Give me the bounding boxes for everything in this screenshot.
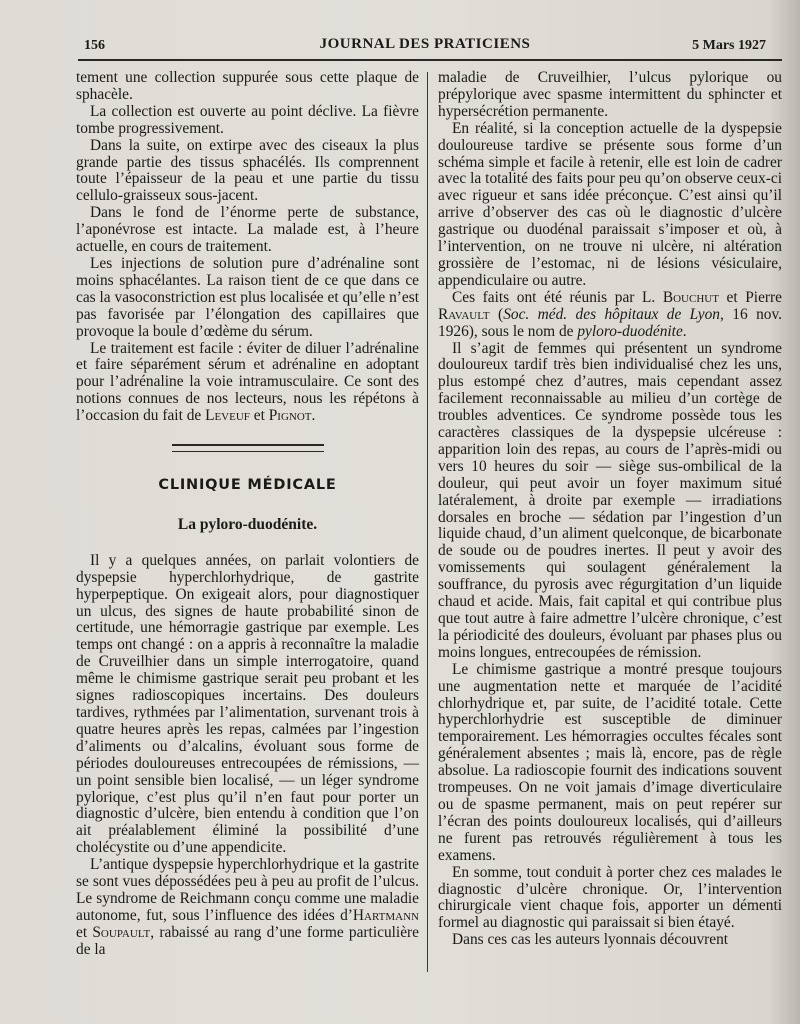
author-name: Leveuf <box>205 407 250 425</box>
issue-date: 5 Mars 1927 <box>692 38 766 53</box>
paragraph: Dans le fond de l’énorme perte de substance, l’aponévrose est intacte. La malade est, à l’heure actuelle, en cours de traitement. <box>76 204 419 256</box>
paragraph <box>76 341 419 426</box>
left-column <box>76 70 419 959</box>
page-header <box>84 36 766 56</box>
punctuation: ( <box>489 305 504 323</box>
paragraph: Le chimisme gastrique a montré presque toujours une augmentation nette et marquée de l’acidité chlorhydrique et, par suite, de l’acidité totale. Cette hyperchlorhydrie est susceptible de diminuer temporairement. Les hémorragies occultes fécales sont généralement absentes ; mais là, encore, pas de règle absolue. La radioscopie fournit des indications souvent trompeuses. On ne voit jamais d’image diverticulaire ou de spasme permanent, mais on peut repérer sur l’écran des points douloureux localisés, qui d’ailleurs ne furent pas retrouvés régulièrement à tous les examens. <box>438 660 782 864</box>
paragraph: Les injections de solution pure d’adrénaline sont moins sphacélantes. La raison tient de ce que dans ce cas la vasoconstriction est plus localisée et qu’elle n’est pas favorisée par l’élongation des capillaires que provoque la boule d’œdème du sérum. <box>76 254 419 340</box>
author-name: Soupault <box>92 923 151 941</box>
disease-name: pyloro-duodénite <box>577 322 683 340</box>
paragraph: En réalité, si la conception actuelle de la dyspepsie douloureuse tardive se présente sous forme d’un schéma simple et facile à retenir, elle est loin de cadrer avec la totalité des faits pour peu qu’on observe ceux-ci avec rigueur et sans idée préconçue. C’est ainsi qu’il arrive d’observer des cas où le diagnostic d’ulcère gastrique ou duodénal paraissait s’imposer et où, à l’intervention, on ne trouve ni ulcère, ni altération grossière de l’estomac, ni de lésions vésiculaire, appendiculaire ou autre. <box>438 119 782 289</box>
author-name: Hartmann <box>352 906 419 924</box>
article-title: La pyloro-duodénite. <box>177 515 318 533</box>
section-title: CLINIQUE MÉDICALE <box>158 477 337 494</box>
paragraph: La collection est ouverte au point déclive. La fièvre tombe progressivement. <box>76 102 419 137</box>
punctuation: . <box>682 322 687 340</box>
paragraph: maladie de Cruveilhier, l’ulcus pylorique ou prépylorique avec spasme intermittent du sphincter et hypersécrétion permanente. <box>438 69 782 120</box>
author-name: Pignot <box>268 407 312 425</box>
paragraph: Il y a quelques années, on parlait volontiers de dyspepsie hyperchlorhydrique, de gastrite hyperpeptique. On exigeait alors, pour diagnostiquer un ulcus, des signes de haute probabilité sinon de certitude, une hémorragie gastrique par exemple. Les temps ont changé : on a appris à reconnaître la maladie de Cruveilhier dans un simple interrogatoire, quand même le chimisme gastrique serait peu probant et les signes radioscopiques incertains. Des douleurs tardives, rythmées par l’alimentation, survenant trois à quatre heures après les repas, calmées par l’ingestion d’aliments ou d’alcalins, évoluant sous forme de périodes douloureuses entrecoupées de rémissions, — un point sensible bien localisé, — un léger syndrome pylorique, c’est plus qu’il n’en faut pour porter un diagnostic d’ulcère, bien entendu à condition que l’on ait préalablement éliminé la possibilité d’une cholécystite ou d’une appendicite. <box>76 551 419 857</box>
journal-title: JOURNAL DES PRATICIENS <box>319 36 531 52</box>
paragraph-text: , 16 nov. 1926), sous le nom de <box>438 305 782 340</box>
page-number: 156 <box>84 38 105 53</box>
punctuation: . <box>311 407 316 425</box>
reference-source: Soc. méd. des hôpitaux de Lyon <box>503 305 721 323</box>
paragraph: Il s’agit de femmes qui présentent un syndrome douloureux tardif très bien individualisé chez les uns, plus estompé chez d’autres, mais cependant assez facilement reconnaissable au milieu d’un cortège de troubles adventices. Ce syndrome possède tous les caractères classiques de la dyspepsie ulcéreuse : apparition loin des repas, au cours de l’après-midi ou vers 10 heures du soir — siège sus-ombilical de la douleur, qui peut avoir un foyer maximum situé latéralement, à droite par exemple — irradiations dorsales en broche — sédation par l’ingestion d’un liquide chaud, d’un aliment quelconque, de bicarbonate de soude ou de poudres inertes. Il peut y avoir des vomissements qui soulagent généralement la souffrance, du pyrosis avec régurgitation d’un liquide chaud et acide. Mais, fait capital et qui contribue plus que tout autre à faire admettre l’ulcère chronique, c’est la périodicité des douleurs, évoluant par phases plus ou moins longues, entrecoupées de rémission. <box>438 339 782 661</box>
paragraph: Dans la suite, on extirpe avec des ciseaux la plus grande partie des tissus sphacélés. Ils comprennent toute l’épaisseur de la peau et une partie du tissu cellulo-graisseux sous-jacent. <box>76 136 419 205</box>
author-name: Ravault <box>438 305 490 323</box>
author-name: Bouchut <box>662 288 719 306</box>
paragraph-text: Ces faits ont été réunis par L. <box>452 288 663 306</box>
paragraph-text: , rabaissé au rang d’une forme particulière de la <box>76 923 419 958</box>
paragraph-text: L’antique dyspepsie hyperchlorhydrique et la gastrite se sont vues dépossédées peu à peu au profit de l’ulcus. Le syndrome de Reichmann conçu comme une maladie autonome, fut, sous l’influence des idées d’ <box>76 856 419 924</box>
header-rule <box>78 59 782 61</box>
paragraph-text: et Pierre <box>718 288 782 306</box>
paragraph: En somme, tout conduit à porter chez ces malades le diagnostic d’ulcère chronique. Or, l’intervention chirurgicale vient chaque fois, apporter un démenti formel au diagnostic qui paraissait si bien étayé. <box>438 863 782 932</box>
paragraph <box>76 857 419 958</box>
paragraph: tement une collection suppurée sous cette plaque de sphacèle. <box>76 69 419 103</box>
conjunction: et <box>249 407 269 425</box>
paragraph <box>438 290 782 341</box>
right-column <box>438 70 782 949</box>
paragraph: Dans ces cas les auteurs lyonnais découvrent <box>452 931 729 949</box>
section-separator <box>172 444 324 452</box>
paragraph-text: Le traitement est facile : éviter de diluer l’adrénaline et faire séparément sérum et adrénaline en adoptant pour l’adrénaline la voie intramusculaire. Ce sont des notions connues de nos lecteurs, nous les répétons à l’occasion du fait de <box>76 339 419 425</box>
column-divider <box>427 72 428 972</box>
conjunction: et <box>76 923 93 941</box>
